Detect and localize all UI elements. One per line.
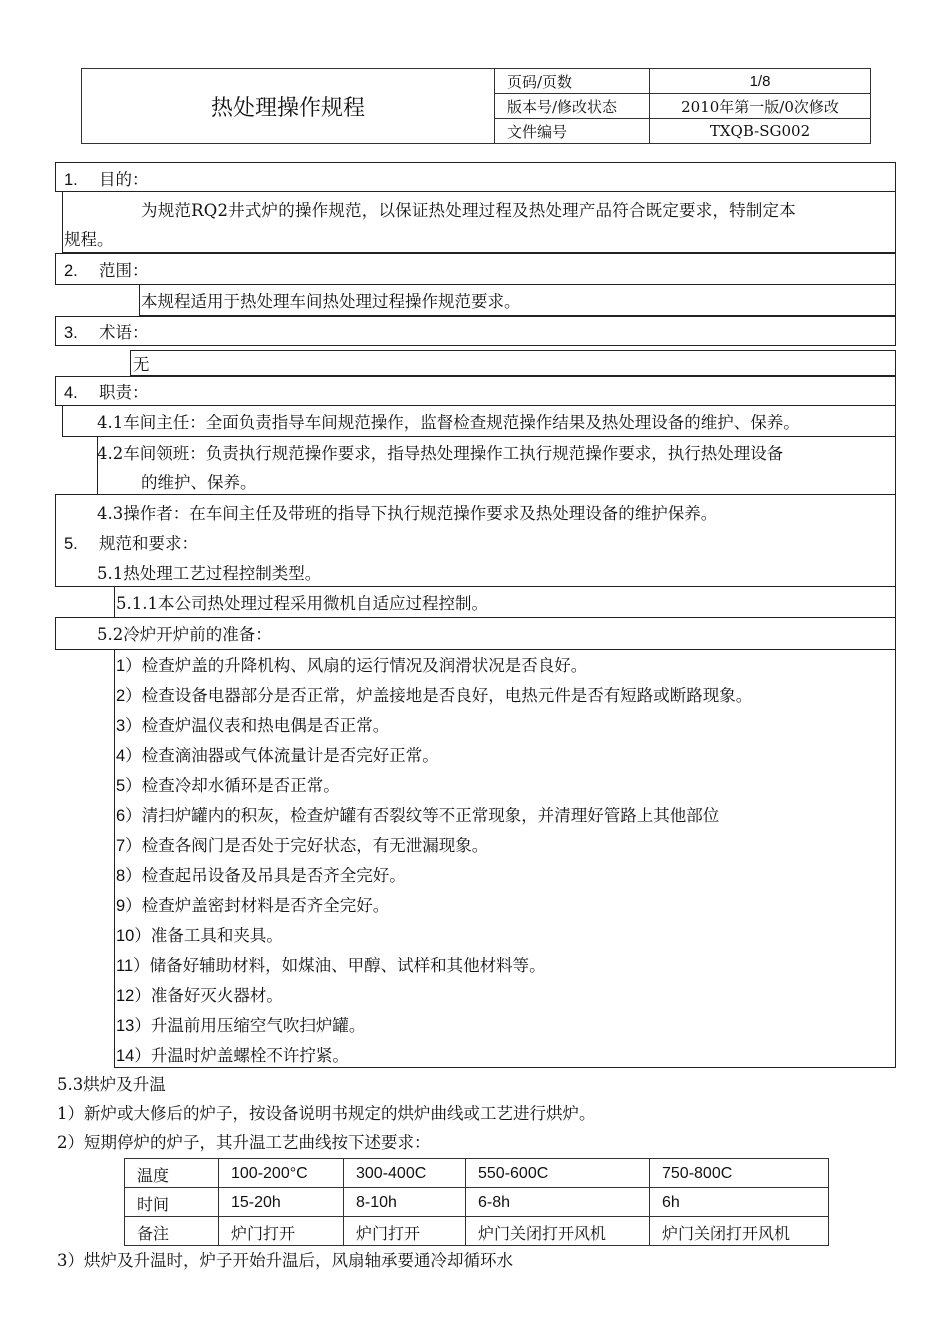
- checklist-item-number: 7）: [116, 837, 142, 855]
- section-1-title: 目的：: [99, 170, 149, 189]
- page-count-value: 1/8: [650, 69, 871, 94]
- duty-4-2-line1: 4.2车间领班：负责执行规范操作要求，指导热处理操作工执行规范操作要求，执行热处理设备: [97, 444, 784, 463]
- checklist-item-number: 6）: [116, 807, 142, 825]
- table-cell: 550-600C: [466, 1159, 650, 1188]
- checklist-item: [116, 715, 389, 737]
- duty-4-3: 4.3操作者：在车间主任及带班的指导下执行规范操作要求及热处理设备的维护保养。: [97, 504, 718, 523]
- section-1-number: 1.: [64, 171, 78, 189]
- section-2-title: 范围：: [99, 261, 149, 280]
- checklist-item: [116, 685, 752, 707]
- table-cell: 炉门打开: [344, 1217, 466, 1246]
- checklist-item-text: 检查设备电器部分是否正常，炉盖接地是否良好，电热元件是否有短路或断路现象。: [141, 686, 753, 705]
- section-4-number: 4.: [64, 384, 78, 402]
- section-5-3-item-1: 1）新炉或大修后的炉子，按设备说明书规定的烘炉曲线或工艺进行烘炉。: [57, 1104, 596, 1123]
- checklist-item: [116, 655, 587, 677]
- section-2-paragraph: 本规程适用于热处理车间热处理过程操作规范要求。: [141, 292, 521, 311]
- heating-schedule-table: [124, 1158, 829, 1246]
- checklist-item-number: 1）: [116, 657, 142, 675]
- table-row: [125, 1188, 829, 1217]
- table-cell: 100-200°C: [219, 1159, 344, 1188]
- section-3-title: 术语：: [99, 323, 149, 342]
- table-cell: 300-400C: [344, 1159, 466, 1188]
- document-header: [81, 68, 871, 144]
- section-2-box: [55, 253, 896, 285]
- table-cell: 8-10h: [344, 1188, 466, 1217]
- checklist-item: [116, 745, 439, 767]
- table-cell: 备注: [125, 1217, 219, 1246]
- checklist-item-text: 检查各阀门是否处于完好状态，有无泄漏现象。: [141, 836, 489, 855]
- doc-number-label: 文件编号: [495, 119, 650, 144]
- section-5-1-1: 5.1.1本公司热处理过程采用微机自适应过程控制。: [116, 594, 488, 613]
- checklist-item: [116, 925, 283, 947]
- table-cell: 炉门打开: [219, 1217, 344, 1246]
- section-5-title: 规范和要求：: [99, 534, 198, 553]
- checklist-item-number: 2）: [116, 687, 142, 705]
- checklist-item-number: 8）: [116, 867, 142, 885]
- table-cell: 15-20h: [219, 1188, 344, 1217]
- section-5-3-item-2: 2）短期停炉的炉子，其升温工艺曲线按下述要求：: [57, 1133, 431, 1152]
- table-row: [125, 1159, 829, 1188]
- table-row: [125, 1217, 829, 1246]
- section-2-number: 2.: [64, 262, 78, 280]
- duty-4-1: 4.1车间主任：全面负责指导车间规范操作，监督检查规范操作结果及热处理设备的维护、保养。: [97, 413, 800, 432]
- checklist-item: [116, 895, 389, 917]
- checklist-item-number: 11）: [116, 957, 150, 975]
- section-3-para-box: [130, 350, 896, 376]
- checklist-item: [116, 835, 488, 857]
- checklist-item-number: 12）: [116, 987, 151, 1005]
- checklist-item: [116, 1045, 349, 1067]
- checklist-item-number: 3）: [116, 717, 142, 735]
- table-cell: 750-800C: [650, 1159, 829, 1188]
- section-5-1: 5.1热处理工艺过程控制类型。: [97, 564, 322, 583]
- checklist-item-number: 14）: [116, 1047, 151, 1065]
- checklist-item: [116, 1015, 365, 1037]
- checklist-item-text: 检查炉盖的升降机构、风扇的运行情况及润滑状况是否良好。: [141, 656, 588, 675]
- section-5-number: 5.: [64, 535, 78, 553]
- checklist-item-text: 检查炉温仪表和热电偶是否正常。: [141, 716, 390, 735]
- section-1-paragraph-line2: 规程。: [64, 230, 114, 249]
- checklist-item: [116, 805, 719, 827]
- section-3-number: 3.: [64, 324, 78, 342]
- section-1-paragraph-line1: 为规范RQ2井式炉的操作规范，以保证热处理过程及热处理产品符合既定要求，特制定本: [141, 201, 796, 220]
- checklist-item-number: 5）: [116, 777, 142, 795]
- page-count-label: 页码/页数: [495, 69, 650, 94]
- duty-4-2-line2: 的维护、保养。: [141, 473, 257, 492]
- section-3-paragraph: 无: [133, 355, 150, 374]
- table-cell: 时间: [125, 1188, 219, 1217]
- section-1-box: [55, 162, 896, 192]
- table-cell: 6h: [650, 1188, 829, 1217]
- section-5-3-item-3: 3）烘炉及升温时，炉子开始升温后，风扇轴承要通冷却循环水: [57, 1251, 513, 1270]
- version-value: 2010年第一版/0次修改: [650, 94, 871, 119]
- checklist-item-number: 9）: [116, 897, 142, 915]
- version-label: 版本号/修改状态: [495, 94, 650, 119]
- section-3-box: [55, 316, 896, 346]
- table-cell: 温度: [125, 1159, 219, 1188]
- table-cell: 炉门关闭打开风机: [466, 1217, 650, 1246]
- table-cell: 炉门关闭打开风机: [650, 1217, 829, 1246]
- checklist-item-text: 检查冷却水循环是否正常。: [141, 776, 340, 795]
- checklist-item: [116, 865, 406, 887]
- checklist-item-text: 升温时炉盖螺栓不许拧紧。: [150, 1046, 349, 1065]
- checklist-item: [116, 775, 340, 797]
- section-4-title: 职责：: [99, 383, 149, 402]
- checklist-item-text: 检查炉盖密封材料是否齐全完好。: [141, 896, 390, 915]
- checklist-item-number: 13）: [116, 1017, 151, 1035]
- checklist-item-text: 升温前用压缩空气吹扫炉罐。: [150, 1016, 366, 1035]
- checklist-item-number: 4）: [116, 747, 142, 765]
- checklist-item: [116, 955, 546, 977]
- checklist-item-text: 检查起吊设备及吊具是否齐全完好。: [141, 866, 406, 885]
- checklist-item-text: 储备好辅助材料，如煤油、甲醇、试样和其他材料等。: [149, 956, 546, 975]
- doc-number-value: TXQB-SG002: [650, 119, 871, 144]
- checklist-item-text: 准备好灭火器材。: [150, 986, 283, 1005]
- checklist-item-text: 清扫炉罐内的积灰，检查炉罐有否裂纹等不正常现象，并清理好管路上其他部位: [141, 806, 720, 825]
- section-5-2: 5.2冷炉开炉前的准备：: [97, 625, 272, 644]
- table-cell: 6-8h: [466, 1188, 650, 1217]
- checklist-item-text: 准备工具和夹具。: [150, 926, 283, 945]
- section-4-box: [55, 376, 896, 406]
- checklist-item-number: 10）: [116, 927, 151, 945]
- checklist-item-text: 检查滴油器或气体流量计是否完好正常。: [141, 746, 439, 765]
- document-title: 热处理操作规程: [82, 69, 495, 144]
- checklist-item: [116, 985, 283, 1007]
- section-5-3: 5.3烘炉及升温: [57, 1075, 166, 1094]
